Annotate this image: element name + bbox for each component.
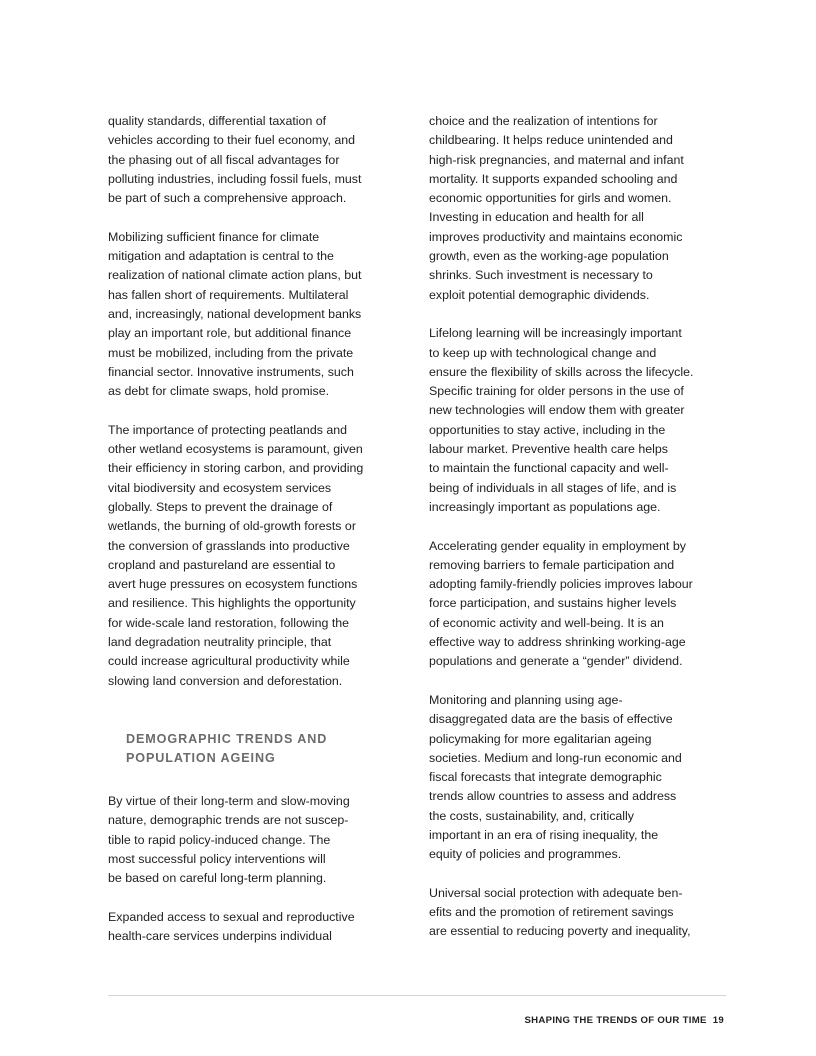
text-line: ensure the flexibility of skills across the lifecycle. xyxy=(429,364,694,379)
section-heading xyxy=(126,730,388,768)
text-line: choice and the realization of intentions for xyxy=(429,114,658,128)
text-line: high-risk pregnancies, and maternal and infant xyxy=(429,152,684,167)
text-line: for wide-scale land restoration, following the xyxy=(108,615,350,630)
text-line: Monitoring and planning using age- xyxy=(429,692,623,707)
text-line: be part of such a comprehensive approach. xyxy=(108,191,347,206)
text-line: Accelerating gender equality in employment by xyxy=(429,538,686,553)
text-line: as debt for climate swaps, hold promise. xyxy=(108,384,330,399)
text-line: play an important role, but additional finance xyxy=(108,326,352,341)
text-line: land degradation neutrality principle, that xyxy=(108,635,332,650)
paragraph xyxy=(108,421,388,691)
text-line: Investing in education and health for all xyxy=(429,210,644,225)
text-line: quality standards, differential taxation of xyxy=(108,114,327,128)
text-line: to maintain the functional capacity and well- xyxy=(429,461,669,476)
text-line: Specific training for older persons in the use of xyxy=(429,384,684,399)
text-line: must be mobilized, including from the private xyxy=(108,345,354,360)
text-line: efits and the promotion of retirement savings xyxy=(429,905,674,920)
text-line: growth, even as the working-age population xyxy=(429,249,669,264)
text-line: new technologies will endow them with greater xyxy=(429,403,685,418)
paragraph xyxy=(429,691,719,865)
paragraph xyxy=(108,792,388,888)
text-line: disaggregated data are the basis of effective xyxy=(429,712,673,727)
text-line: DEMOGRAPHIC TRENDS AND xyxy=(126,731,328,746)
text-line: realization of national climate action plans, but xyxy=(108,268,362,283)
text-line: childbearing. It helps reduce unintended and xyxy=(429,133,673,148)
right-column xyxy=(429,112,719,961)
text-line: vehicles according to their fuel economy, and xyxy=(108,133,356,148)
footer-divider xyxy=(108,995,726,996)
text-line: labour market. Preventive health care helps xyxy=(429,442,668,457)
text-line: adopting family-friendly policies improves labour xyxy=(429,577,693,592)
text-line: and, increasingly, national development banks xyxy=(108,306,362,321)
text-line: mortality. It supports expanded schooling and xyxy=(429,171,678,186)
text-line: globally. Steps to prevent the drainage of xyxy=(108,499,333,514)
text-line: shrinks. Such investment is necessary to xyxy=(429,268,653,283)
text-line: the phasing out of all fiscal advantages for xyxy=(108,152,340,167)
footer-title: SHAPING THE TRENDS OF OUR TIME xyxy=(524,1015,707,1026)
paragraph xyxy=(108,908,388,947)
text-line: and resilience. This highlights the opportunity xyxy=(108,596,356,611)
text-line: By virtue of their long-term and slow-moving xyxy=(108,793,350,808)
text-line: cropland and pastureland are essential to xyxy=(108,557,336,572)
text-line: nature, demographic trends are not suscep- xyxy=(108,813,349,828)
paragraph xyxy=(429,112,719,305)
text-line: wetlands, the burning of old-growth forests or xyxy=(108,519,356,534)
text-line: being of individuals in all stages of life, and is xyxy=(429,480,677,495)
text-line: slowing land conversion and deforestation. xyxy=(108,673,343,688)
text-line: polluting industries, including fossil fuels, must xyxy=(108,171,362,186)
paragraph xyxy=(108,228,388,402)
text-line: populations and generate a “gender” dividend. xyxy=(429,654,683,669)
paragraph xyxy=(108,112,388,208)
text-line: other wetland ecosystems is paramount, given xyxy=(108,442,363,457)
text-line: of economic activity and well-being. It is an xyxy=(429,615,664,630)
text-line: The importance of protecting peatlands and xyxy=(108,422,348,437)
text-line: vital biodiversity and ecosystem services xyxy=(108,480,332,495)
text-line: Mobilizing sufficient finance for climate xyxy=(108,229,320,244)
paragraph xyxy=(429,537,719,672)
text-line: their efficiency in storing carbon, and providing xyxy=(108,461,364,476)
text-line: societies. Medium and long-run economic and xyxy=(429,750,682,765)
text-line: the costs, sustainability, and, critically xyxy=(429,808,634,823)
text-line: financial sector. Innovative instruments, such xyxy=(108,364,354,379)
text-line: Lifelong learning will be increasingly important xyxy=(429,326,682,341)
text-line: removing barriers to female participation and xyxy=(429,557,675,572)
text-line: Universal social protection with adequate ben- xyxy=(429,885,683,900)
paragraph xyxy=(429,324,719,517)
page-footer xyxy=(524,1015,724,1026)
text-line: force participation, and sustains higher levels xyxy=(429,596,677,611)
page-number: 19 xyxy=(712,1015,724,1026)
text-line: are essential to reducing poverty and inequality, xyxy=(429,924,691,939)
text-line: fiscal forecasts that integrate demographic xyxy=(429,770,662,785)
text-line: avert huge pressures on ecosystem functions xyxy=(108,577,358,592)
text-line: the conversion of grasslands into productive xyxy=(108,538,350,553)
text-line: POPULATION AGEING xyxy=(126,750,276,765)
text-line: health-care services underpins individual xyxy=(108,928,332,943)
text-line: mitigation and adaptation is central to the xyxy=(108,249,334,264)
text-line: improves productivity and maintains economic xyxy=(429,229,683,244)
text-line: equity of policies and programmes. xyxy=(429,847,622,862)
text-line: could increase agricultural productivity while xyxy=(108,654,350,669)
text-line: economic opportunities for girls and women. xyxy=(429,191,672,206)
text-line: trends allow countries to assess and address xyxy=(429,789,677,804)
text-line: policymaking for more egalitarian ageing xyxy=(429,731,652,746)
text-line: has fallen short of requirements. Multilateral xyxy=(108,287,349,302)
text-line: effective way to address shrinking working-age xyxy=(429,635,686,650)
text-line: most successful policy interventions will xyxy=(108,851,326,866)
text-line: exploit potential demographic dividends. xyxy=(429,287,650,302)
text-line: Expanded access to sexual and reproductive xyxy=(108,909,355,924)
text-line: opportunities to stay active, including in the xyxy=(429,422,666,437)
text-line: important in an era of rising inequality, the xyxy=(429,827,659,842)
text-line: to keep up with technological change and xyxy=(429,345,657,360)
text-line: increasingly important as populations age. xyxy=(429,499,661,514)
text-line: be based on careful long-term planning. xyxy=(108,871,327,886)
left-column xyxy=(108,112,388,966)
paragraph xyxy=(429,884,719,942)
text-line: tible to rapid policy-induced change. The xyxy=(108,832,331,847)
